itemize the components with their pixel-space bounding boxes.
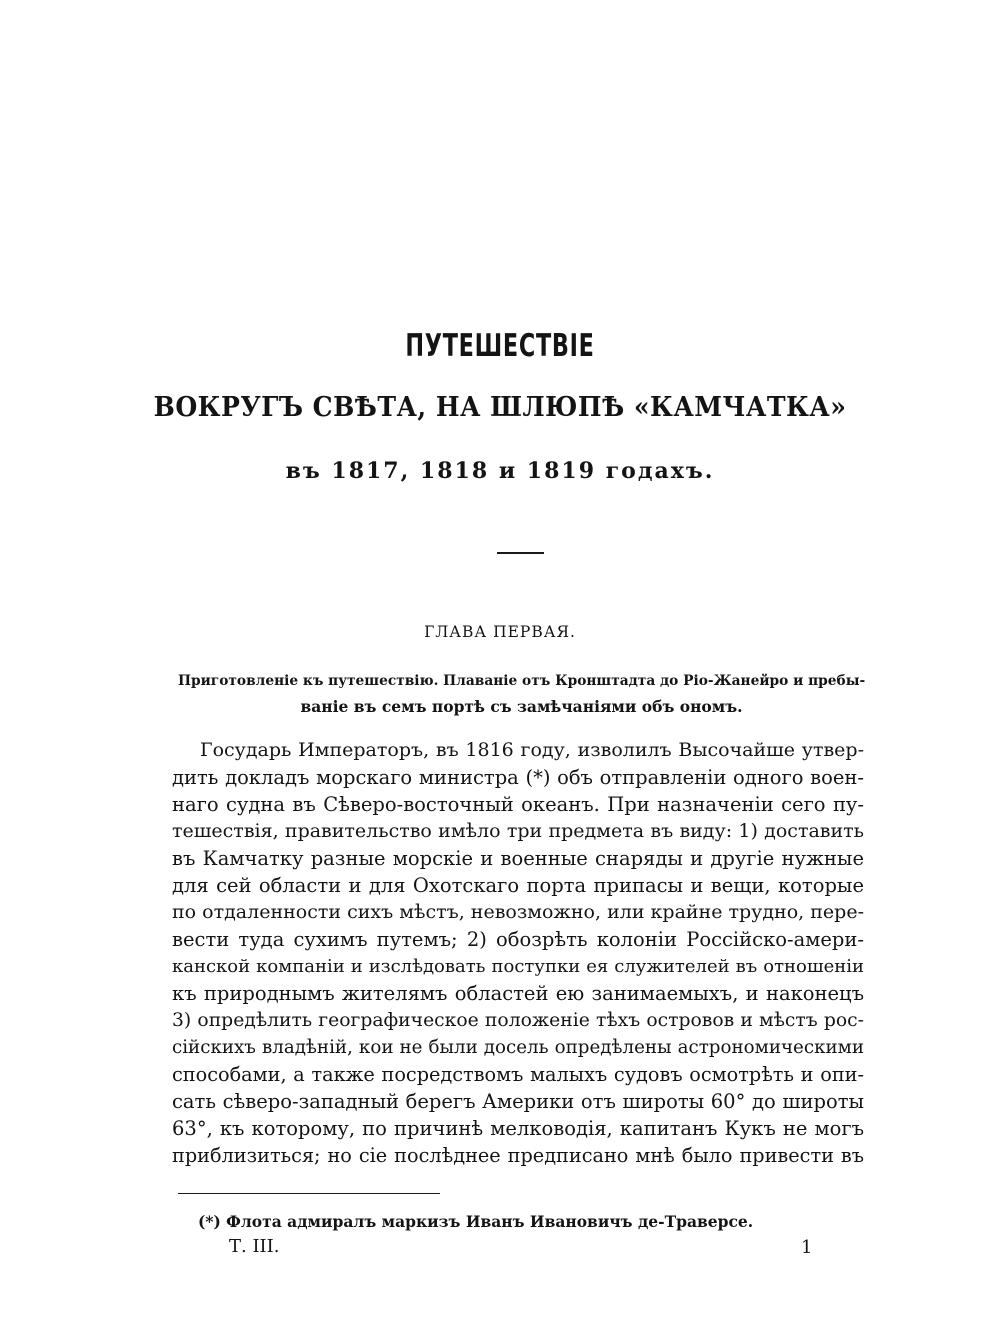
years-line: въ 1817, 1818 и 1819 годахъ. xyxy=(285,458,715,484)
text-line: дить докладъ морскаго министра (*) объ отправленіи одного воен- xyxy=(172,766,864,789)
text-line: къ природнымъ жителямъ областей ею занимаемыхъ, и наконецъ xyxy=(172,982,864,1005)
text-line: вести туда сухимъ путемъ; 2) обозрѣть колоніи Россійско-амери- xyxy=(172,928,864,951)
chapter-summary xyxy=(178,668,865,720)
chapter-heading: ГЛАВА ПЕРВАЯ. xyxy=(424,623,576,641)
volume-mark: Т. III. xyxy=(229,1236,280,1257)
text-line: канской компаніи и изслѣдовать поступки ея служителей въ отношеніи xyxy=(172,956,864,977)
page-number: 1 xyxy=(801,1237,813,1258)
book-title: ПУТЕШЕСТВIЕ xyxy=(405,328,595,364)
text-line: по отдаленности сихъ мѣстъ, невозможно, или крайне трудно, пере- xyxy=(172,901,864,923)
book-subtitle: ВОКРУГЪ СВѢТА, НА ШЛЮПѢ «КАМЧАТКА» xyxy=(153,392,847,423)
text-line: 3) опредѣлить географическое положеніе тѣхъ островов и мѣстъ рос- xyxy=(172,1010,864,1031)
footnote: (*) Флота адмиралъ маркизъ Иванъ Ивановичъ де-Траверсе. xyxy=(198,1212,754,1231)
text-line: сать сѣверо-западный берегъ Америки отъ широты 60° до широты xyxy=(172,1090,864,1113)
text-line: для сей области и для Охотскаго порта припасы и вещи, которые xyxy=(172,874,864,897)
text-line: тешествія, правительство имѣло три предмета въ виду: 1) доставить xyxy=(172,820,864,842)
summary-line: Приготовленіе къ путешествію. Плаваніе отъ Кронштадта до Ріо-Жанейро и пребы- xyxy=(178,673,866,689)
text-line: приблизиться; но сіе послѣднее предписано мнѣ было привести въ xyxy=(172,1144,864,1167)
title-divider xyxy=(497,552,544,554)
text-line: въ Камчатку разные морскіе и военные снаряды и другіе нужные xyxy=(172,847,864,870)
text-line: сійскихъ владѣній, кои не были досель опредѣлены астрономическими xyxy=(172,1037,864,1058)
body-paragraph xyxy=(172,737,864,1169)
summary-line: ваніе въ семъ портѣ съ замѣчаніями объ ономъ. xyxy=(300,697,743,716)
text-line: наго судна въ Сѣверо-восточный океанъ. При назначеніи сего пу- xyxy=(172,793,864,816)
text-line: Государь Императоръ, въ 1816 году, изволилъ Высочайше утвер- xyxy=(200,739,864,761)
text-line: способами, а также посредствомъ малыхъ судовъ осмотрѣть и опи- xyxy=(172,1063,864,1086)
footnote-divider xyxy=(178,1193,440,1194)
text-line: 63°, къ которому, по причинѣ мелководія, капитанъ Кукъ не могъ xyxy=(172,1117,864,1140)
